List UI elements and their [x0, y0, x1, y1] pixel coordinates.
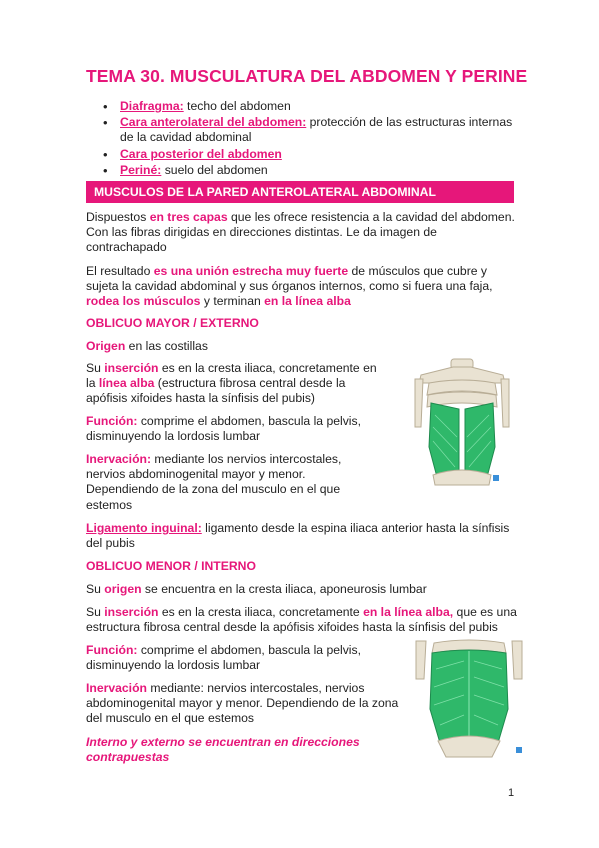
bullet-text: techo del abdomen — [183, 99, 291, 113]
bullet-term: Periné: — [120, 162, 162, 177]
inervacion-mayor: Inervación: mediante los nervios intercostales, nervios abdominogenital mayor y menor. Dependiendo de la zona del musculo en el que estemos — [86, 452, 342, 512]
directions-note: Interno y externo se encuentran en direcciones contrapuestas — [86, 735, 360, 765]
ligamento-inguinal: Ligamento inguinal: ligamento desde la espina iliaca anterior hasta la sínfisis del pubis — [86, 521, 510, 551]
funcion-menor: Función: comprime el abdomen, bascula la pelvis, disminuyendo la lordosis lumbar — [86, 643, 361, 673]
paragraph-layers: Dispuestos en tres capas que les ofrece resistencia a la cavidad del abdomen. Con las fibras dirigidas en direcciones distintas. Le da imagen de contrachapado — [86, 210, 515, 255]
funcion-mayor: Función: comprime el abdomen, bascula la pelvis, disminuyendo la lordosis lumbar — [86, 414, 361, 444]
bullet-term: Cara anterolateral del abdomen: — [120, 115, 307, 130]
inervacion-menor: Inervación mediante: nervios intercostales, nervios abdominogenital mayor y menor. Dependiendo de la zona del musculo en el que estemos — [86, 681, 399, 726]
list-item — [86, 115, 516, 145]
list-item — [86, 147, 516, 162]
bullet-text: suelo del abdomen — [161, 162, 268, 177]
heading-oblicuo-menor: OBLICUO MENOR / INTERNO — [86, 559, 256, 573]
bullet-term: Diafragma: — [120, 99, 184, 113]
intro-bullet-list — [86, 99, 516, 179]
heading-oblicuo-mayor: OBLICUO MAYOR / EXTERNO — [86, 316, 259, 330]
bullet-term: Cara posterior del abdomen — [120, 146, 282, 161]
list-item — [86, 99, 516, 114]
paragraph-union: El resultado es una unión estrecha muy fuerte de músculos que cubre y sujeta la cavidad abdominal y sus órganos internos, como si fuera una faja, rodea los músculos y terminan en la línea alba — [86, 264, 493, 309]
list-item — [86, 163, 516, 178]
insercion-mayor: Su inserción es en la cresta iliaca, concretamente en la línea alba (estructura fibrosa central desde la apófisis xifoides hasta la sínfisis del pubis) — [86, 361, 377, 406]
page-number: 1 — [508, 787, 515, 799]
internal-oblique-illustration — [412, 639, 526, 759]
origen-mayor: Origen en las costillas — [86, 339, 208, 353]
bullet-text: protección de las estructuras internas de la cavidad abdominal — [120, 115, 513, 145]
origen-menor: Su origen se encuentra en la cresta iliaca, aponeurosis lumbar — [86, 582, 427, 596]
section-banner: MUSCULOS DE LA PARED ANTEROLATERAL ABDOMINAL — [86, 181, 514, 203]
page-title: TEMA 30. MUSCULATURA DEL ABDOMEN Y PERINE — [86, 66, 528, 86]
external-oblique-illustration — [413, 357, 511, 487]
insercion-menor: Su inserción es en la cresta iliaca, concretamente en la línea alba, que es una estructura fibrosa central desde la apófisis xifoides hasta la sínfisis del pubis — [86, 605, 517, 635]
